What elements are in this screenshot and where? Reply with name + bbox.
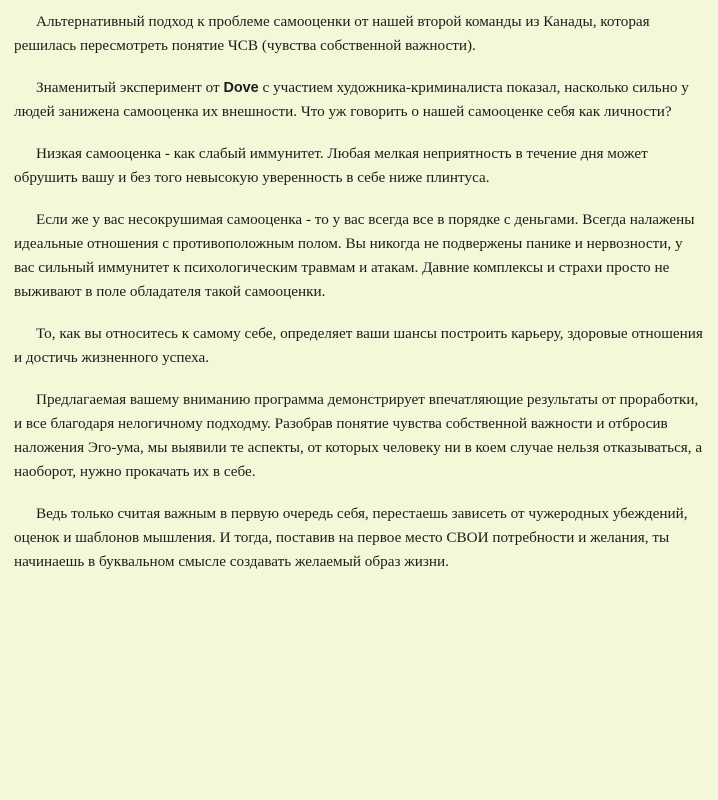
brand-name-dove: Dove xyxy=(223,80,259,96)
paragraph-2 xyxy=(14,76,704,124)
paragraph-2-text-after: с участием художника-криминалиста показал, насколько сильно у людей занижена самооценка их внешности. Что уж говорить о нашей самооценке себя как личности? xyxy=(14,79,689,120)
paragraph-2-text-before: Знаменитый эксперимент от xyxy=(36,79,224,96)
paragraph-5: То, как вы относитесь к самому себе, определяет ваши шансы построить карьеру, здоровые отношения и достичь жизненного успеха. xyxy=(14,325,703,366)
paragraph-6: Предлагаемая вашему вниманию программа демонстрирует впечатляющие результаты от проработки, и все благодаря нелогичному подходму. Разобрав понятие чувства собственной важности и отбросив наложения Эго-ума, мы выявили те аспекты, от которых человеку ни в коем случае нельзя отказываться, а наоборот, нужно прокачать их в себе. xyxy=(14,391,703,480)
paragraph-1: Альтернативный подход к проблеме самооценки от нашей второй команды из Канады, которая решилась пересмотреть понятие ЧСВ (чувства собственной важности). xyxy=(14,13,650,54)
paragraph-4: Если же у вас несокрушимая самооценка - то у вас всегда все в порядке с деньгами. Всегда налажены идеальные отношения с противоположным полом. Вы никогда не подвержены панике и нервозности, у вас сильный иммунитет к психологическим травмам и атакам. Давние комплексы и страхи просто не выживают в поле обладателя такой самооценки. xyxy=(14,211,695,300)
paragraph-3: Низкая самооценка - как слабый иммунитет. Любая мелкая неприятность в течение дня может обрушить вашу и без того невысокую уверенность в себе ниже плинтуса. xyxy=(14,145,648,186)
paragraph-7: Ведь только считая важным в первую очередь себя, перестаешь зависеть от чужеродных убеждений, оценок и шаблонов мышления. И тогда, поставив на первое место СВОИ потребности и желания, ты начинаешь в буквальном смысле создавать желаемый образ жизни. xyxy=(14,505,688,570)
